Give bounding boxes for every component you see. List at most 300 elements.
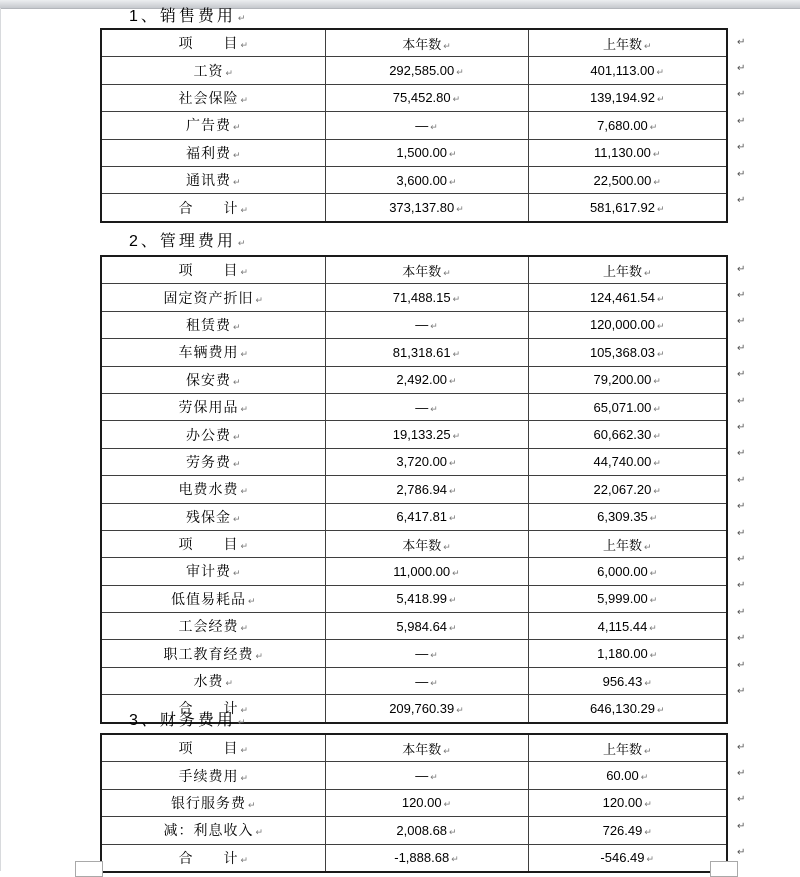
financial-expenses-table — [100, 733, 728, 873]
previous-year-cell — [528, 256, 727, 284]
row-end-mark: ↵ — [737, 63, 746, 75]
row-end-mark: ↵ — [737, 768, 746, 780]
table-row — [101, 112, 727, 139]
cell-text: 71,488.15 — [392, 290, 451, 306]
current-year-cell — [325, 817, 528, 844]
cell-text: 上年数 — [602, 741, 642, 757]
table-row — [101, 421, 727, 448]
cell-end-mark: ↵ — [430, 121, 438, 132]
cell-text: 79,200.00 — [593, 372, 652, 388]
page-top-edge — [0, 0, 800, 9]
item-cell — [101, 139, 325, 166]
previous-year-cell — [528, 448, 727, 475]
cell-end-mark: ↵ — [657, 204, 665, 215]
row-end-mark: ↵ — [737, 659, 746, 671]
cell-text: 5,418.99 — [396, 591, 448, 607]
row-end-marks-column — [737, 255, 745, 705]
cell-text: 401,113.00 — [590, 63, 655, 79]
row-end-mark: ↵ — [737, 290, 746, 302]
current-year-cell — [325, 84, 528, 111]
cell-end-mark: ↵ — [232, 149, 241, 160]
cell-end-mark: ↵ — [451, 854, 459, 865]
cell-end-mark: ↵ — [240, 404, 249, 415]
financial-expenses-table-wrap — [100, 733, 745, 873]
previous-year-cell — [528, 640, 727, 667]
cell-end-mark: ↵ — [232, 431, 241, 442]
cell-text: 本年数 — [402, 537, 442, 553]
cell-end-mark: ↵ — [452, 431, 461, 442]
previous-year-cell — [528, 585, 727, 612]
cell-end-mark: ↵ — [232, 321, 241, 332]
table-row — [101, 366, 727, 393]
cell-text: 减：利息收入 — [163, 822, 254, 839]
cell-end-mark: ↵ — [644, 799, 652, 810]
cell-text: 373,137.80 — [389, 200, 455, 216]
cell-text: 956.43 — [602, 673, 643, 689]
current-year-cell — [325, 393, 528, 420]
table-row — [101, 139, 727, 166]
cell-text: 81,318.61 — [392, 344, 451, 360]
row-end-marks-column — [737, 733, 745, 866]
cell-end-mark: ↵ — [232, 122, 241, 133]
row-end-mark: ↵ — [737, 342, 746, 354]
cell-text: — — [415, 673, 429, 689]
cell-text: 上年数 — [602, 537, 642, 553]
current-year-cell — [325, 844, 528, 872]
cell-end-mark: ↵ — [430, 677, 438, 688]
section-title-sales-expenses — [129, 3, 245, 26]
cell-text: 保安费 — [185, 371, 231, 388]
item-cell — [101, 366, 325, 393]
cell-text: 726.49 — [602, 822, 643, 838]
cell-text: 7,680.00 — [597, 117, 648, 133]
cell-text: 124,461.54 — [589, 290, 656, 306]
table-row — [101, 84, 727, 111]
table-header-row — [101, 734, 727, 762]
current-year-cell — [325, 448, 528, 475]
row-end-mark: ↵ — [737, 369, 746, 381]
row-end-mark: ↵ — [737, 422, 746, 434]
cell-text: 项 目 — [178, 740, 239, 757]
item-cell — [101, 311, 325, 338]
table-row — [101, 640, 727, 667]
cell-end-mark: ↵ — [430, 403, 438, 414]
cell-end-mark: ↵ — [430, 321, 438, 332]
row-end-mark: ↵ — [737, 633, 746, 645]
cell-end-mark: ↵ — [449, 513, 457, 524]
row-end-mark: ↵ — [737, 820, 746, 832]
item-cell — [101, 762, 325, 789]
table-row — [101, 558, 727, 585]
cell-text: 4,115.44 — [597, 618, 648, 634]
cell-text: 合 计 — [178, 700, 239, 717]
item-cell — [101, 84, 325, 111]
cell-end-mark: ↵ — [643, 40, 652, 51]
row-end-mark: ↵ — [737, 316, 746, 328]
cell-end-mark: ↵ — [456, 67, 464, 78]
cell-text: 209,760.39 — [389, 700, 455, 716]
row-end-mark: ↵ — [737, 580, 746, 592]
cell-end-mark: ↵ — [225, 67, 234, 78]
row-end-mark: ↵ — [737, 474, 746, 486]
previous-year-cell — [528, 734, 727, 762]
cell-text: 劳保用品 — [178, 399, 239, 416]
cell-end-mark: ↵ — [452, 348, 461, 359]
current-year-cell — [325, 640, 528, 667]
cell-end-mark: ↵ — [240, 623, 249, 634]
cell-end-mark: ↵ — [643, 745, 652, 756]
cell-text: 手续费用 — [178, 767, 239, 784]
cell-end-mark: ↵ — [232, 568, 241, 579]
cell-text: 工资 — [193, 62, 224, 79]
cell-text: 通讯费 — [185, 172, 231, 189]
cell-text: 3,600.00 — [396, 172, 448, 188]
cell-text: 11,000.00 — [393, 563, 451, 579]
cell-text: 残保金 — [185, 508, 231, 525]
previous-year-cell — [528, 112, 727, 139]
cell-text: 上年数 — [602, 263, 642, 279]
cell-end-mark: ↵ — [456, 204, 464, 215]
table-row — [101, 311, 727, 338]
cell-end-mark: ↵ — [443, 40, 451, 51]
section-title-text: 2、管理费用 — [129, 233, 236, 250]
item-cell — [101, 613, 325, 640]
cell-text: 本年数 — [402, 741, 442, 757]
cell-text: 105,368.03 — [589, 344, 656, 360]
row-end-mark: ↵ — [737, 685, 746, 697]
table-header-row — [101, 29, 727, 57]
cell-end-mark: ↵ — [240, 705, 249, 716]
row-end-mark: ↵ — [737, 168, 746, 180]
item-cell — [101, 256, 325, 284]
cell-end-mark: ↵ — [240, 541, 249, 552]
previous-year-cell — [528, 695, 727, 723]
cell-end-mark: ↵ — [653, 376, 661, 387]
next-table-fragment-left — [75, 861, 103, 877]
row-end-mark: ↵ — [737, 89, 746, 101]
table-row — [101, 613, 727, 640]
cell-end-mark: ↵ — [657, 704, 665, 715]
section-title-text: 3、财务费用 — [129, 712, 236, 729]
table-row — [101, 166, 727, 193]
cell-end-mark: ↵ — [456, 704, 464, 715]
cell-text: 65,071.00 — [593, 399, 652, 415]
section-title-financial-expenses — [129, 707, 245, 730]
cell-end-mark: ↵ — [653, 485, 661, 496]
cell-text: 6,000.00 — [597, 563, 648, 579]
cell-end-mark: ↵ — [255, 650, 264, 661]
cell-end-mark: ↵ — [649, 622, 657, 633]
cell-end-mark: ↵ — [646, 854, 655, 865]
cell-end-mark: ↵ — [657, 348, 665, 359]
cell-text: 6,309.35 — [597, 509, 648, 525]
previous-year-cell — [528, 503, 727, 530]
cell-end-mark: ↵ — [443, 745, 451, 756]
row-end-mark: ↵ — [737, 794, 746, 806]
cell-end-mark: ↵ — [653, 431, 661, 442]
current-year-cell — [325, 558, 528, 585]
current-year-cell — [325, 421, 528, 448]
cell-end-mark: ↵ — [240, 745, 249, 756]
row-end-mark: ↵ — [737, 448, 746, 460]
current-year-cell — [325, 139, 528, 166]
row-end-mark: ↵ — [737, 395, 746, 407]
cell-text: 职工教育经费 — [163, 645, 254, 662]
previous-year-cell — [528, 476, 727, 503]
cell-text: — — [415, 317, 429, 333]
cell-end-mark: ↵ — [452, 94, 461, 105]
cell-text: 项 目 — [178, 262, 239, 279]
cell-text: 广告费 — [185, 117, 231, 134]
cell-text: 19,133.25 — [392, 427, 451, 443]
cell-end-mark: ↵ — [449, 622, 457, 633]
current-year-cell — [325, 762, 528, 789]
cell-text: 22,500.00 — [593, 172, 652, 188]
cell-end-mark: ↵ — [240, 486, 249, 497]
table-row — [101, 789, 727, 816]
current-year-cell — [325, 695, 528, 723]
next-table-fragment-right — [710, 861, 738, 877]
row-end-marks-column — [737, 28, 745, 214]
previous-year-cell — [528, 339, 727, 366]
cell-text: 44,740.00 — [593, 454, 652, 470]
cell-end-mark: ↵ — [649, 513, 658, 524]
table-row — [101, 448, 727, 475]
row-end-mark: ↵ — [737, 527, 746, 539]
previous-year-cell — [528, 762, 727, 789]
previous-year-cell — [528, 84, 727, 111]
cell-end-mark: ↵ — [443, 267, 451, 278]
current-year-cell — [325, 284, 528, 311]
cell-text: 合 计 — [178, 199, 239, 216]
current-year-cell — [325, 256, 528, 284]
previous-year-cell — [528, 311, 727, 338]
current-year-cell — [325, 585, 528, 612]
cell-end-mark: ↵ — [430, 772, 438, 783]
item-cell — [101, 284, 325, 311]
section-title-text: 1、销售费用 — [129, 8, 236, 25]
cell-text: 75,452.80 — [392, 90, 451, 106]
cell-end-mark: ↵ — [232, 513, 241, 524]
item-cell — [101, 29, 325, 57]
paragraph-mark: ↵ — [237, 717, 246, 727]
item-cell — [101, 339, 325, 366]
cell-end-mark: ↵ — [652, 149, 661, 160]
previous-year-cell — [528, 817, 727, 844]
cell-text: -546.49 — [600, 850, 645, 866]
cell-text: 120.00 — [401, 795, 442, 811]
cell-end-mark: ↵ — [452, 567, 460, 578]
table-row — [101, 57, 727, 84]
previous-year-cell — [528, 530, 727, 557]
item-cell — [101, 558, 325, 585]
table-row — [101, 817, 727, 844]
cell-end-mark: ↵ — [657, 294, 665, 305]
table-row — [101, 476, 727, 503]
previous-year-cell — [528, 366, 727, 393]
table-row — [101, 284, 727, 311]
cell-end-mark: ↵ — [653, 458, 661, 469]
previous-year-cell — [528, 789, 727, 816]
cell-text: 2,008.68 — [396, 822, 448, 838]
item-cell — [101, 476, 325, 503]
cell-text: 审计费 — [185, 563, 231, 580]
cell-text: 3,720.00 — [396, 454, 448, 470]
cell-end-mark: ↵ — [653, 403, 661, 414]
current-year-cell — [325, 339, 528, 366]
current-year-cell — [325, 613, 528, 640]
previous-year-cell — [528, 284, 727, 311]
cell-end-mark: ↵ — [449, 485, 457, 496]
table-row — [101, 503, 727, 530]
cell-text: — — [415, 768, 429, 784]
cell-text: — — [415, 399, 429, 415]
cell-end-mark: ↵ — [449, 176, 457, 187]
current-year-cell — [325, 194, 528, 222]
cell-end-mark: ↵ — [452, 294, 461, 305]
cell-text: 固定资产折旧 — [163, 289, 254, 306]
current-year-cell — [325, 366, 528, 393]
cell-text: 11,130.00 — [594, 145, 651, 161]
current-year-cell — [325, 476, 528, 503]
page-left-edge — [0, 8, 1, 871]
cell-end-mark: ↵ — [653, 176, 661, 187]
item-cell — [101, 57, 325, 84]
row-end-mark: ↵ — [737, 195, 746, 207]
current-year-cell — [325, 530, 528, 557]
cell-text: 水费 — [193, 673, 224, 690]
row-end-mark: ↵ — [737, 606, 746, 618]
cell-text: 22,067.20 — [593, 481, 652, 497]
cell-end-mark: ↵ — [240, 854, 249, 865]
cell-text: -1,888.68 — [394, 850, 450, 866]
item-cell — [101, 194, 325, 222]
previous-year-cell — [528, 194, 727, 222]
cell-text: 581,617.92 — [589, 200, 656, 216]
item-cell — [101, 640, 325, 667]
cell-text: 60,662.30 — [593, 427, 652, 443]
cell-end-mark: ↵ — [657, 94, 665, 105]
previous-year-cell — [528, 29, 727, 57]
cell-text: 租赁费 — [185, 316, 231, 333]
cell-end-mark: ↵ — [247, 799, 256, 810]
cell-text: 2,492.00 — [396, 372, 448, 388]
cell-text: 项 目 — [178, 536, 239, 553]
cell-end-mark: ↵ — [644, 826, 652, 837]
cell-end-mark: ↵ — [232, 458, 241, 469]
cell-text: 银行服务费 — [170, 794, 246, 811]
paragraph-mark: ↵ — [237, 13, 246, 23]
current-year-cell — [325, 29, 528, 57]
row-end-mark: ↵ — [737, 142, 746, 154]
item-cell — [101, 789, 325, 816]
table-row — [101, 667, 727, 694]
row-end-mark: ↵ — [737, 115, 746, 127]
item-cell — [101, 585, 325, 612]
previous-year-cell — [528, 393, 727, 420]
previous-year-cell — [528, 166, 727, 193]
cell-end-mark: ↵ — [240, 349, 249, 360]
item-cell — [101, 112, 325, 139]
cell-end-mark: ↵ — [649, 650, 658, 661]
current-year-cell — [325, 166, 528, 193]
table-header-row — [101, 256, 727, 284]
cell-end-mark: ↵ — [644, 677, 652, 688]
current-year-cell — [325, 311, 528, 338]
cell-end-mark: ↵ — [240, 267, 249, 278]
previous-year-cell — [528, 558, 727, 585]
cell-end-mark: ↵ — [649, 567, 658, 578]
cell-text: — — [415, 646, 429, 662]
cell-end-mark: ↵ — [449, 376, 457, 387]
cell-text: 本年数 — [402, 36, 442, 52]
paragraph-mark: ↵ — [237, 238, 246, 248]
item-cell — [101, 421, 325, 448]
table-row — [101, 844, 727, 872]
cell-text: 646,130.29 — [589, 700, 656, 716]
sales-expenses-table — [100, 28, 728, 223]
cell-text: 项 目 — [178, 35, 239, 52]
item-cell — [101, 667, 325, 694]
cell-text: 2,786.94 — [396, 481, 448, 497]
previous-year-cell — [528, 139, 727, 166]
cell-text: 工会经费 — [178, 618, 239, 635]
table-row — [101, 194, 727, 222]
cell-end-mark: ↵ — [449, 595, 457, 606]
table-row — [101, 339, 727, 366]
cell-text: 低值易耗品 — [170, 590, 246, 607]
cell-end-mark: ↵ — [649, 121, 658, 132]
cell-end-mark: ↵ — [443, 799, 452, 810]
cell-text: 139,194.92 — [589, 90, 656, 106]
cell-text: 社会保险 — [178, 89, 239, 106]
item-cell — [101, 530, 325, 557]
cell-text: — — [415, 117, 429, 133]
cell-end-mark: ↵ — [255, 827, 264, 838]
cell-end-mark: ↵ — [240, 40, 249, 51]
admin-expenses-table — [100, 255, 728, 724]
item-cell — [101, 734, 325, 762]
cell-text: 1,180.00 — [597, 646, 648, 662]
cell-text: 车辆费用 — [178, 344, 239, 361]
item-cell — [101, 448, 325, 475]
previous-year-cell — [528, 613, 727, 640]
previous-year-cell — [528, 844, 727, 872]
cell-text: 120,000.00 — [589, 317, 656, 333]
cell-text: 292,585.00 — [389, 63, 455, 79]
cell-end-mark: ↵ — [649, 595, 658, 606]
table-header-row — [101, 530, 727, 557]
cell-end-mark: ↵ — [240, 204, 249, 215]
row-end-mark: ↵ — [737, 553, 746, 565]
current-year-cell — [325, 667, 528, 694]
cell-text: 6,417.81 — [396, 509, 448, 525]
cell-end-mark: ↵ — [240, 94, 249, 105]
sales-expenses-table-wrap — [100, 28, 745, 223]
cell-end-mark: ↵ — [657, 321, 665, 332]
cell-text: 1,500.00 — [396, 145, 448, 161]
cell-end-mark: ↵ — [443, 541, 451, 552]
table-row — [101, 393, 727, 420]
row-end-mark: ↵ — [737, 36, 746, 48]
cell-end-mark: ↵ — [240, 772, 249, 783]
cell-text: 福利费 — [185, 144, 231, 161]
cell-end-mark: ↵ — [643, 267, 652, 278]
row-end-mark: ↵ — [737, 263, 746, 275]
cell-text: 60.00 — [606, 768, 639, 784]
admin-expenses-table-wrap — [100, 255, 745, 724]
row-end-mark: ↵ — [737, 741, 746, 753]
